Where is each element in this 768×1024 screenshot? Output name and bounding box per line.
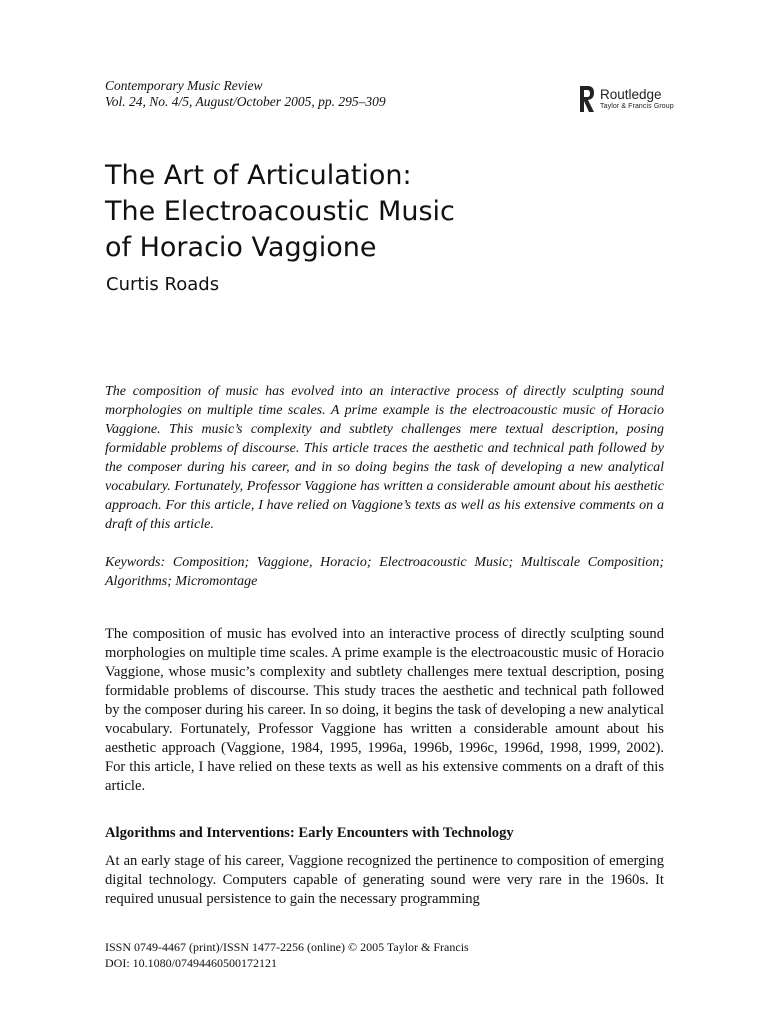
journal-name: Contemporary Music Review — [105, 78, 263, 93]
title-line: of Horacio Vaggione — [105, 232, 377, 263]
author-name: Curtis Roads — [106, 274, 220, 295]
section-heading: Algorithms and Interventions: Early Encounters with Technology — [105, 825, 514, 841]
page-footer — [105, 939, 469, 971]
routledge-logo-icon — [578, 84, 596, 114]
keywords: Keywords: Composition; Vaggione, Horacio; Electroacoustic Music; Multiscale Composition; Algorithms; Micromontage — [105, 555, 664, 589]
intro-paragraph: The composition of music has evolved into an interactive process of directly sculpting sound morphologies on multiple time scales. A prime example is the electroacoustic music of Horacio Vaggione, whose music’s complexity and subtlety challenges mere textual description, posing formidable problems of discourse. This study traces the aesthetic and technical path followed by the composer during his career. In so doing, it begins the task of developing a new analytical vocabulary. Fortunately, Professor Vaggione has written a considerable amount about his aesthetic approach (Vaggione, 1984, 1995, 1996a, 1996b, 1996c, 1996d, 1998, 1999, 2002). For this article, I have relied on these texts as well as his extensive comments on a draft of this article. — [105, 626, 664, 794]
section-paragraph: At an early stage of his career, Vaggione recognized the pertinence to composition of emerging digital technology. Computers capable of generating sound were very rare in the 1960s. It required unusual persistence to gain the necessary programming — [105, 853, 664, 907]
issn-line: ISSN 0749-4467 (print)/ISSN 1477-2256 (online) © 2005 Taylor & Francis — [105, 940, 469, 954]
publisher-logo — [578, 84, 674, 114]
publisher-group: Taylor & Francis Group — [600, 103, 674, 110]
article-title — [105, 158, 455, 266]
journal-issue: Vol. 24, No. 4/5, August/October 2005, pp. 295–309 — [105, 94, 386, 109]
title-line: The Art of Articulation: — [105, 160, 412, 191]
abstract: The composition of music has evolved into an interactive process of directly sculpting sound morphologies on multiple time scales. A prime example is the electroacoustic music of Horacio Vaggione. This music’s complexity and subtlety challenges mere textual description, posing formidable problems of discourse. This article traces the aesthetic and technical path followed by the composer during his career, and in so doing begins the task of developing a new analytical vocabulary. Fortunately, Professor Vaggione has written a considerable amount about his aesthetic approach. For this article, I have relied on Vaggione’s texts as well as his extensive comments on a draft of this article. — [105, 384, 664, 532]
title-line: The Electroacoustic Music — [105, 196, 455, 227]
publisher-name: Routledge — [600, 87, 662, 102]
journal-header — [105, 78, 386, 110]
doi-line: DOI: 10.1080/07494460500172121 — [105, 956, 277, 970]
